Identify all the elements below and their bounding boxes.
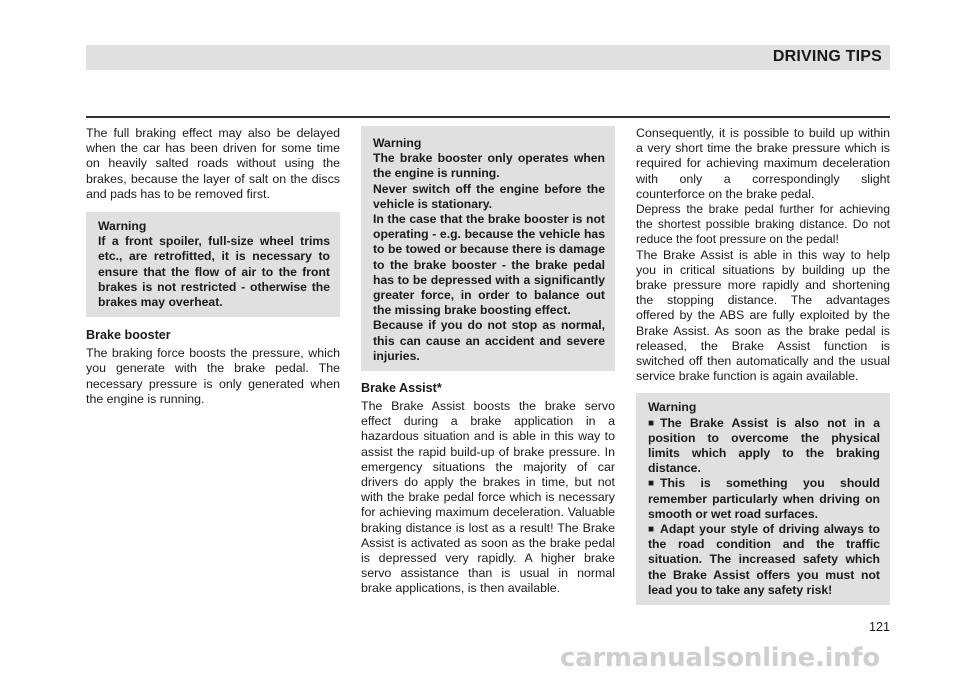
warning-list-item: ■ Adapt your style of driving always to the road condition and the traffic situation. The increased safety which the Brake Assist offers you must not lead you to take any safety risk! — [648, 522, 880, 597]
warning-list-item: ■ This is something you should remember particularly when driving on smooth or wet road surfaces. — [648, 476, 880, 521]
square-bullet-icon: ■ — [648, 417, 655, 429]
brake-booster-paragraph: The braking force boosts the pressure, which you generate with the brake pedal. The necessary pressure is only generated when the engine is running. — [86, 346, 340, 406]
warning-line: Because if you do not stop as normal, this can cause an accident and severe injuries. — [373, 318, 605, 363]
column-right — [636, 126, 890, 605]
brake-assist-heading: Brake Assist* — [361, 381, 442, 396]
warning-list-item: ■ The Brake Assist is also not in a position to overcome the physical limits which apply to the braking distance. — [648, 415, 880, 476]
depress-pedal-paragraph: Depress the brake pedal further for achieving the shortest possible braking distance. Do not reduce the foot pressure on the pedal! — [636, 202, 890, 247]
warning-title: Warning — [373, 136, 422, 150]
consequence-paragraph: Consequently, it is possible to build up within a very short time the brake pressure which is required for achieving maximum deceleration with only a correspondingly slight counterforce on the brake pedal. — [636, 126, 890, 201]
warning-title: Warning — [648, 400, 697, 415]
square-bullet-icon: ■ — [648, 478, 655, 490]
warning-box-spoiler — [86, 212, 340, 317]
column-left — [86, 126, 340, 407]
warning-title: Warning — [98, 219, 147, 234]
warning-line: The brake booster only operates when the engine is running. — [373, 151, 605, 181]
warning-text: If a front spoiler, full-size wheel trims etc., are retrofitted, it is necessary to ensure that the flow of air to the front brakes is not restricted - otherwise the brakes may overheat. — [98, 234, 330, 310]
section-title: DRIVING TIPS — [772, 48, 882, 65]
brake-booster-heading: Brake booster — [86, 328, 171, 343]
intro-paragraph: The full braking effect may also be delayed when the car has been driven for some time on heavily salted roads without using the brakes, because the layer of salt on the discs and pads has to be removed first. — [86, 126, 340, 201]
square-bullet-icon: ■ — [648, 524, 655, 536]
header-bar — [86, 45, 890, 70]
brake-assist-paragraph: The Brake Assist boosts the brake servo effect during a brake application in a hazardous situation and is able in this way to assist the rapid build-up of brake pressure. In emergency situations the majority of car drivers do apply the brakes in time, but not with the brake pedal force which is necessary for achieving maximum deceleration. Valuable braking distance is lost as a result! The Brake Assist is activated as soon as the brake pedal is depressed very rapidly. A higher brake servo assistance than is usual in normal brake applications, is then available. — [361, 399, 615, 596]
watermark: carmanualsonline.info — [560, 643, 880, 673]
brake-assist-help-paragraph: The Brake Assist is able in this way to help you in critical situations by building up the brake pressure more rapidly and shortening the stopping distance. The advantages offered by the ABS are fully exploited by the Brake Assist. As soon as the brake pedal is released, the Brake Assist function is switched off then automatically and the usual service brake function is again available. — [636, 247, 890, 384]
warning-box-booster — [361, 126, 615, 371]
column-middle — [361, 126, 615, 597]
warning-line: In the case that the brake booster is not operating - e.g. because the vehicle has to be towed or because there is damage to the brake booster - the brake pedal has to be depressed with a significantly greater force, in order to balance out the missing brake boosting effect. — [373, 212, 605, 318]
warning-list — [648, 416, 880, 598]
header-divider — [86, 116, 890, 118]
warning-box-brake-assist — [636, 393, 890, 605]
page-number: 121 — [868, 620, 890, 634]
warning-line: Never switch off the engine before the vehicle is stationary. — [373, 181, 605, 211]
